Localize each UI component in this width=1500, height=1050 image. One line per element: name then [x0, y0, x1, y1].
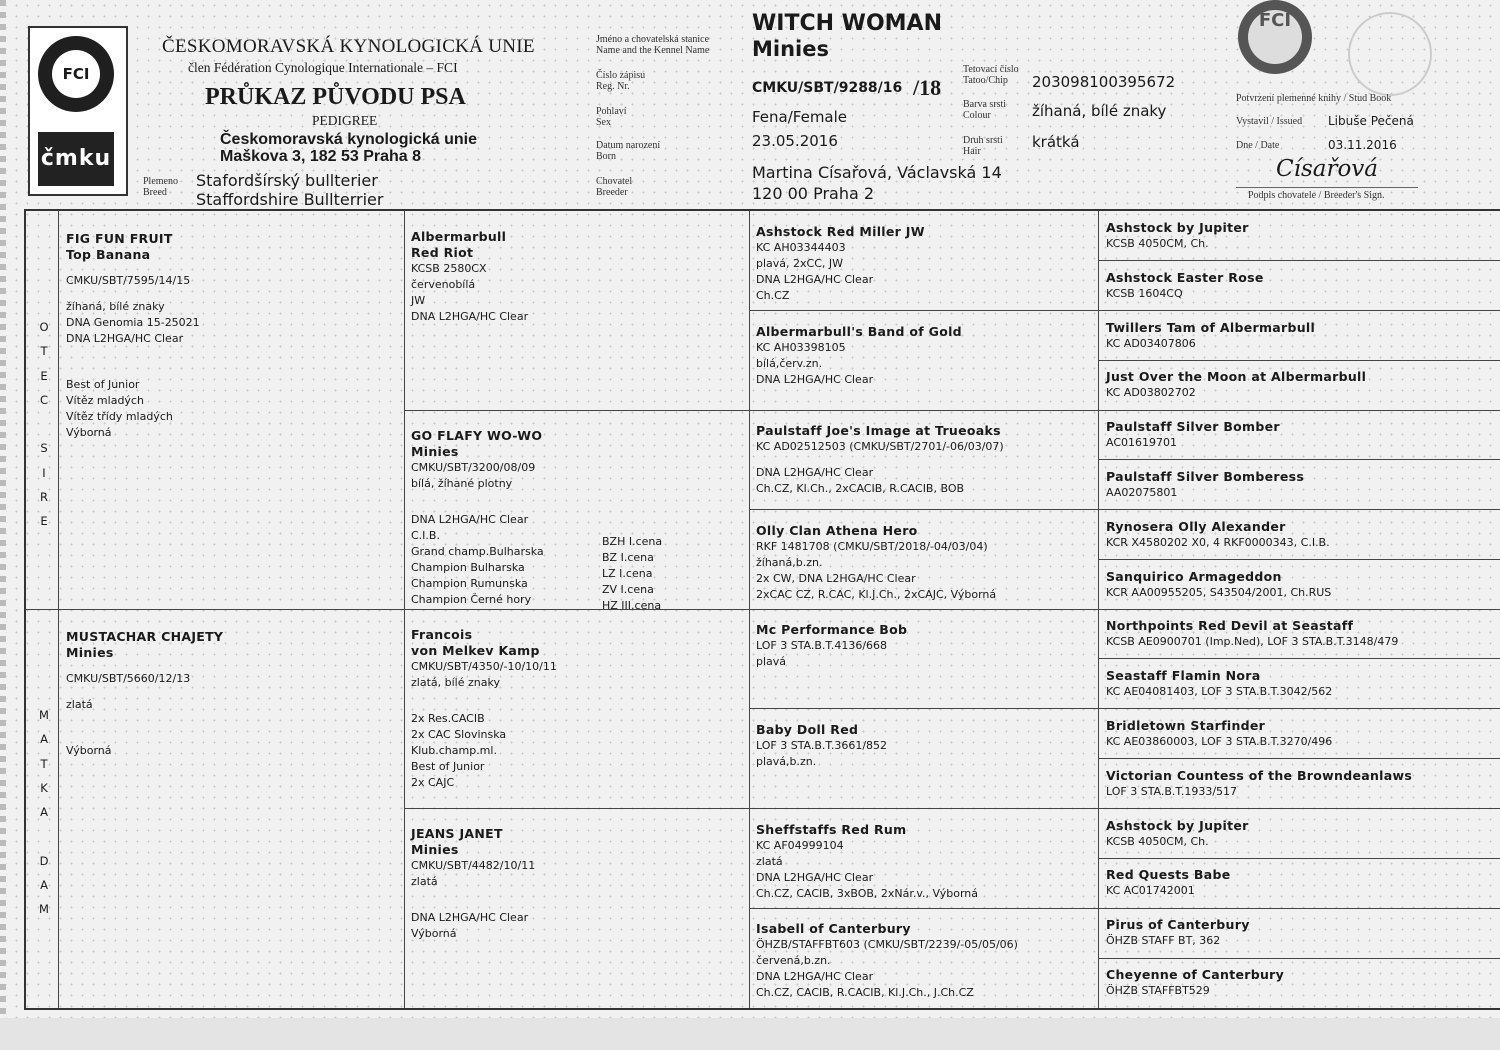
gen4-ancestor	[1106, 867, 1500, 899]
chip-label: Tetovací číslo Tatoo/Chip	[963, 64, 1019, 86]
signature-line	[1236, 187, 1418, 188]
dam-side-letter: D	[39, 853, 49, 868]
ancestor-title: 2x CAJC	[411, 776, 455, 789]
document-subtitle: PEDIGREE	[312, 113, 378, 128]
registration-number: CMKU/SBT/9288/16	[752, 80, 903, 96]
ancestor-reg: CMKU/SBT/5660/12/13	[66, 672, 191, 685]
issued-by: Libuše Pečená	[1328, 114, 1414, 128]
coat-colour: žíhaná, bílé znaky	[1032, 102, 1167, 120]
ancestor-award: BZ I.cena	[602, 551, 654, 564]
breed-label: Plemeno Breed	[143, 176, 178, 198]
ancestor-title: 2x CAC Slovinska	[411, 728, 507, 741]
ancestor-detail: CMKU/SBT/4350/-10/10/11	[411, 660, 557, 673]
ancestor-name: Victorian Countess of the Browndeanlaws	[1106, 767, 1413, 783]
ancestor-name: Albermarbull's Band of Gold	[756, 323, 962, 339]
ancestor-detail: KCSB 2580CX	[411, 262, 487, 275]
dam-side-letter: K	[40, 780, 48, 795]
ancestor-detail: DNA L2HGA/HC Clear	[756, 870, 874, 884]
ancestor-name: Pirus of Canterbury	[1106, 917, 1250, 933]
ancestor-detail: bílá,červ.zn.	[756, 356, 823, 370]
ancestor-name: Paulstaff Silver Bomberess	[1106, 469, 1305, 484]
hair-type: krátká	[1032, 133, 1080, 151]
ancestor-reg: CMKU/SBT/7595/14/15	[66, 274, 191, 287]
spacer	[756, 455, 1094, 465]
ancestor-name: Isabell of Canterbury	[756, 921, 911, 937]
ancestor-title: Champion Bulharska	[411, 561, 525, 574]
org-member: člen Fédération Cynologique Internationale – FCI	[188, 60, 458, 75]
gen4-ancestor	[1106, 469, 1500, 501]
ancestor-detail: žíhaná,b.zn.	[756, 555, 823, 569]
ancestor-detail: LOF 3 STA.B.T.3661/852	[756, 739, 888, 752]
dam-side-letter: A	[40, 805, 48, 820]
gen3-ancestor	[756, 523, 1094, 603]
ancestor-detail: KC AH03344403	[756, 241, 846, 254]
ancestor-detail: KCR AA00955205, S43504/2001, Ch.RUS	[1106, 585, 1332, 599]
sex-label: Pohlaví Sex	[596, 106, 627, 128]
ancestor-kennel: Minies	[411, 842, 459, 857]
sire-side-letter: E	[40, 368, 48, 383]
ancestor-title: Výborná	[411, 927, 457, 940]
gen3-ancestor	[756, 423, 1094, 497]
ancestor-name: Seastaff Flamin Nora	[1106, 668, 1261, 684]
fci-stamp-icon: FCI	[1238, 0, 1312, 74]
sire-side-letter	[34, 412, 54, 436]
dog-sex: Fena/Female	[752, 108, 848, 126]
gen4-ancestor	[1106, 718, 1500, 750]
ancestor-name: Just Over the Moon at Albermarbull	[1106, 369, 1367, 385]
spacer	[411, 900, 741, 910]
ancestor-detail: KC AH03398105	[756, 340, 846, 354]
ancestor-name: Paulstaff Joe's Image at Trueoaks	[756, 423, 1001, 439]
ancestor-detail: červená,b.zn.	[756, 954, 831, 968]
gen3-ancestor	[756, 822, 1094, 902]
studbook-stamp-icon	[1348, 12, 1432, 96]
spacer	[66, 687, 396, 697]
ancestor-detail: bílá, žíhané plotny	[411, 477, 513, 490]
ancestor-detail: ÖHZB/STAFFBT603 (CMKU/SBT/2239/-05/05/06)	[756, 938, 1018, 952]
ancestor-detail: 2xCAC CZ, R.CAC, Kl.J.Ch., 2xCAJC, Výborná	[756, 587, 997, 601]
ancestor-title: DNA L2HGA/HC Clear	[411, 513, 529, 526]
ancestor-detail: Ch.CZ	[756, 289, 790, 302]
registration-suffix: /18	[913, 75, 942, 100]
org-name: ČESKOMORAVSKÁ KYNOLOGICKÁ UNIE	[162, 36, 535, 57]
ancestor-name: Paulstaff Silver Bomber	[1106, 419, 1280, 435]
spacer	[66, 263, 396, 273]
ancestor-name: Sheffstaffs Red Rum	[756, 821, 907, 837]
ancestor-detail: plavá, 2xCC, JW	[756, 257, 844, 270]
ancestor-name: Red Quests Babe	[1106, 867, 1231, 883]
gen1-ancestor-sire	[66, 231, 396, 441]
ancestor-title: Výborná	[66, 426, 112, 439]
ancestor-award: ZV I.cena	[602, 583, 654, 596]
sire-side-letter: S	[40, 441, 48, 456]
ancestor-title: Grand champ.Bulharska	[411, 545, 544, 558]
ancestor-name: JEANS JANET	[411, 826, 503, 841]
gen4-ancestor	[1106, 320, 1500, 352]
ancestor-detail: DNA L2HGA/HC Clear	[756, 273, 874, 286]
ancestor-kennel: Minies	[411, 444, 459, 459]
ancestor-award: HZ III.cena	[602, 599, 662, 612]
document-title: PRŮKAZ PŮVODU PSA	[205, 84, 466, 110]
ancestor-detail: KCR X4580202 X0, 4 RKF0000343, C.I.B.	[1106, 535, 1330, 549]
ancestor-detail: KC AD02512503 (CMKU/SBT/2701/-06/03/07)	[756, 440, 1004, 454]
ancestor-detail: AA02075801	[1106, 486, 1178, 499]
ancestor-detail: zlatá	[756, 854, 783, 868]
spacer	[66, 357, 396, 367]
spacer	[411, 701, 741, 711]
address-line-2: Maškova 3, 182 53 Praha 8	[220, 148, 422, 165]
gen2-ancestor	[411, 826, 741, 942]
dam-side-letter: M	[39, 902, 49, 917]
ancestor-title: Champion Černé hory	[411, 593, 532, 606]
gen4-ancestor	[1106, 618, 1500, 650]
ancestor-name: Cheyenne of Canterbury	[1106, 967, 1285, 982]
ancestor-detail: Ch.CZ, CACIB, R.CACIB, Kl.J.Ch., J.Ch.CZ	[756, 986, 974, 1000]
dam-side-letter: M	[39, 708, 49, 722]
ancestor-name: Sanquirico Armageddon	[1106, 568, 1282, 584]
gen4-ancestor	[1106, 369, 1500, 401]
ancestor-award: BZH I.cena	[602, 535, 663, 548]
dam-side-letter: A	[40, 732, 48, 747]
reg-label: Číslo zápisu Reg. Nr.	[596, 70, 646, 92]
spacer	[411, 691, 741, 701]
ancestor-detail: ÖHZB STAFF BT, 362	[1106, 934, 1221, 948]
ancestor-detail: DNA Genomia 15-25021	[66, 316, 200, 329]
ancestor-detail: KC AC01742001	[1106, 884, 1195, 898]
ancestor-detail: plavá,b.zn.	[756, 755, 817, 768]
ancestor-detail: zlatá	[66, 698, 93, 711]
studbook-confirm-label: Potvrzení plemenné knihy / Stud Book	[1236, 93, 1392, 104]
ancestor-detail: KCSB 1604CQ	[1106, 286, 1183, 300]
ancestor-title: Výborná	[66, 744, 112, 757]
ancestor-title: Vítěz třídy mladých	[66, 410, 173, 423]
sire-side-letter: T	[40, 344, 48, 359]
signature-label: Podpis chovatele / Breeder's Sign.	[1248, 190, 1385, 201]
breeder-line-1: Martina Císařová, Václavská 14	[752, 163, 1002, 182]
ancestor-title: C.I.B.	[411, 529, 440, 542]
ancestor-name: Ashstock Red Miller JW	[756, 224, 925, 239]
ancestor-title: Best of Junior	[411, 760, 485, 773]
dog-kennel: Minies	[752, 37, 829, 61]
ancestor-detail: Ch.CZ, CACIB, 3xBOB, 2xNár.v., Výborná	[756, 886, 979, 900]
dam-side-letter: A	[40, 878, 48, 893]
ancestor-detail: CMKU/SBT/3200/08/09	[411, 461, 536, 474]
ancestor-kennel: Red Riot	[411, 245, 474, 260]
spacer	[66, 367, 396, 377]
gen2-ancestor	[411, 627, 741, 791]
fci-logo-text: FCI	[62, 65, 90, 83]
page-binding-edge	[0, 0, 6, 1050]
ancestor-name: Rynosera Olly Alexander	[1106, 518, 1286, 534]
address-line-1: Českomoravská kynologická unie	[220, 131, 477, 148]
dam-side-letter	[34, 824, 54, 848]
ancestor-detail: DNA L2HGA/HC Clear	[411, 310, 529, 323]
ancestor-detail: JW	[411, 294, 426, 307]
ancestor-detail: ÖHZB STAFFBT529	[1106, 984, 1210, 997]
gen4-ancestor	[1106, 768, 1500, 800]
ancestor-name: GO FLAFY WO-WO	[411, 428, 543, 443]
gen4-ancestor	[1106, 569, 1500, 601]
ancestor-title: Champion Rumunska	[411, 577, 528, 590]
issued-label: Vystavil / Issued	[1236, 116, 1303, 127]
ancestor-name: Ashstock by Jupiter	[1106, 220, 1249, 235]
ancestor-name: MUSTACHAR CHAJETY	[66, 629, 224, 644]
ancestor-kennel: Top Banana	[66, 247, 151, 262]
ancestor-detail: KC AF04999104	[756, 838, 844, 852]
ancestor-detail: KCSB 4050CM, Ch.	[1106, 237, 1209, 250]
ancestor-title: 2x Res.CACIB	[411, 712, 485, 725]
gen1-ancestor-dam	[66, 629, 396, 759]
ancestor-detail: zlatá, bílé znaky	[411, 676, 500, 689]
gen3-ancestor	[756, 324, 1094, 388]
ancestor-detail: červenobílá	[411, 278, 476, 291]
ancestor-title: DNA L2HGA/HC Clear	[411, 911, 529, 924]
gen4-ancestor	[1106, 419, 1500, 451]
gen3-ancestor	[756, 921, 1094, 1001]
spacer	[66, 733, 396, 743]
ancestor-title: Ch.CZ, Kl.Ch., 2xCACIB, R.CACIB, BOB	[756, 482, 965, 496]
ancestor-detail: žíhaná, bílé znaky	[66, 300, 165, 313]
ancestor-title: Klub.champ.ml.	[411, 744, 497, 757]
spacer	[66, 723, 396, 733]
chip-number: 203098100395672	[1032, 73, 1176, 91]
ancestor-title: Vítěz mladých	[66, 394, 144, 407]
ancestor-kennel: von Melkev Kamp	[411, 643, 540, 658]
cmku-logo-mark: čmku	[38, 132, 114, 186]
ancestor-name: Francois	[411, 627, 473, 642]
dog-name: WITCH WOMAN	[752, 11, 942, 36]
ancestor-name: Ashstock by Jupiter	[1106, 817, 1249, 833]
ancestor-detail: KC AD03802702	[1106, 386, 1196, 400]
gen4-ancestor	[1106, 668, 1500, 700]
ancestor-award: LZ I.cena	[602, 567, 653, 580]
pedigree-table	[24, 209, 1500, 1010]
ancestor-name: Mc Performance Bob	[756, 622, 908, 638]
breeder-line-2: 120 00 Praha 2	[752, 184, 875, 203]
ancestor-detail: LOF 3 STA.B.T.1933/517	[1106, 784, 1238, 798]
breed-czech: Stafordšírský bullterier	[196, 171, 378, 190]
ancestor-detail: DNA L2HGA/HC Clear	[66, 332, 184, 345]
ancestor-kennel: Minies	[66, 645, 114, 660]
hair-label: Druh srsti Hair	[963, 135, 1003, 157]
ancestor-name: Bridletown Starfinder	[1106, 718, 1266, 733]
breed-english: Staffordshire Bullterrier	[196, 190, 384, 209]
colour-label: Barva srsti Colour	[963, 99, 1007, 121]
spacer	[66, 713, 396, 723]
gen2-ancestor	[411, 229, 741, 325]
gen4-ancestor	[1106, 220, 1500, 252]
breeder-signature: Císařová	[1276, 156, 1379, 182]
sire-side-letter: E	[40, 514, 48, 529]
gen3-ancestor	[756, 224, 1094, 304]
ancestor-detail: plavá	[756, 655, 787, 669]
ancestor-detail: RKF 1481708 (CMKU/SBT/2018/-04/03/04)	[756, 539, 988, 553]
ancestor-detail: KC AE03860003, LOF 3 STA.B.T.3270/496	[1106, 735, 1333, 748]
name-label: Jméno a chovatelská stanice Name and the Kennel Name	[596, 34, 710, 56]
ancestor-awards	[602, 534, 742, 614]
ancestor-detail: KC AE04081403, LOF 3 STA.B.T.3042/562	[1106, 685, 1333, 699]
ancestor-detail: DNA L2HGA/HC Clear	[756, 372, 874, 386]
ancestor-name: Olly Clan Athena Hero	[756, 522, 918, 538]
ancestor-detail: KC AD03407806	[1106, 336, 1196, 350]
breeder-label: Chovatel Breeder	[596, 176, 633, 198]
ancestor-name: Albermarbull	[411, 229, 507, 244]
ancestor-name: Northpoints Red Devil at Seastaff	[1106, 618, 1354, 634]
dam-side-letter: T	[40, 756, 48, 771]
born-label: Datum narození Born	[596, 140, 661, 162]
sire-side-letter: I	[42, 465, 46, 480]
ancestor-name: Baby Doll Red	[756, 722, 859, 737]
spacer	[66, 289, 396, 299]
sire-side-letter: O	[39, 320, 49, 334]
ancestor-title: Best of Junior	[66, 378, 140, 391]
gen4-ancestor	[1106, 519, 1500, 551]
gen4-ancestor	[1106, 270, 1500, 302]
dam-side-label	[34, 703, 54, 922]
spacer	[411, 502, 741, 512]
gen3-ancestor	[756, 722, 1094, 770]
sire-side-letter: C	[39, 392, 49, 407]
ancestor-detail: zlatá	[411, 875, 438, 888]
spacer	[66, 661, 396, 671]
ancestor-name: Twillers Tam of Albermarbull	[1106, 319, 1316, 335]
spacer	[66, 347, 396, 357]
ancestor-detail: AC01619701	[1106, 436, 1178, 450]
ancestor-name: Ashstock Easter Rose	[1106, 269, 1264, 285]
gen4-ancestor	[1106, 818, 1500, 850]
ancestor-name: FIG FUN FRUIT	[66, 231, 173, 246]
ancestor-detail: DNA L2HGA/HC Clear	[756, 970, 874, 984]
sire-side-label	[34, 315, 54, 534]
ancestor-title: DNA L2HGA/HC Clear	[756, 466, 874, 480]
gen4-ancestor	[1106, 967, 1500, 999]
gen4-ancestor	[1106, 917, 1500, 949]
ancestor-detail: KCSB 4050CM, Ch.	[1106, 834, 1209, 848]
page-bottom-band	[0, 1018, 1500, 1050]
cmku-fci-logo	[28, 26, 128, 196]
ancestor-detail: CMKU/SBT/4482/10/11	[411, 859, 536, 872]
ancestor-detail: LOF 3 STA.B.T.4136/668	[756, 639, 888, 653]
fci-seal-icon	[38, 36, 114, 112]
date-label: Dne / Date	[1236, 140, 1280, 151]
sire-side-letter: R	[40, 490, 48, 505]
spacer	[411, 492, 741, 502]
issued-date: 03.11.2016	[1328, 138, 1397, 152]
ancestor-detail: KCSB AE0900701 (Imp.Ned), LOF 3 STA.B.T.3148/479	[1106, 635, 1399, 649]
ancestor-detail: 2x CW, DNA L2HGA/HC Clear	[756, 571, 916, 585]
spacer	[411, 890, 741, 900]
gen3-ancestor	[756, 622, 1094, 670]
dog-born-date: 23.05.2016	[752, 132, 838, 150]
